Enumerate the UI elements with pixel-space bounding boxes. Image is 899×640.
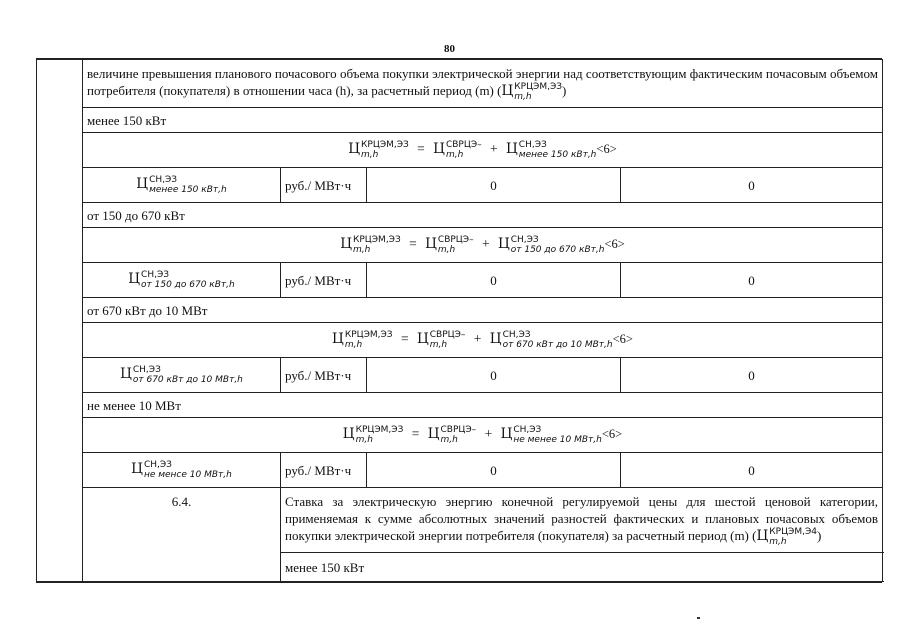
value-cell-1: 0 (367, 453, 621, 488)
section-label: менее 150 кВт (281, 553, 883, 582)
section-label: от 150 до 670 кВт (83, 203, 883, 228)
value-cell-1: 0 (367, 263, 621, 298)
section-label-row (37, 108, 883, 133)
unit-cell: руб./ МВт·ч (281, 168, 367, 203)
param-row (37, 358, 883, 393)
formula-row (37, 418, 883, 453)
param-row (37, 263, 883, 298)
item-number-cell (37, 60, 83, 582)
section-label-row (37, 298, 883, 323)
intro-text: величине превышения планового почасового объема покупки электрической энергии над соответствующим фактическим почасовым объемом потребителя (покупателя) в отношении часа (h), за расчетный период (m) ( (87, 66, 878, 99)
section-label-row (37, 393, 883, 418)
intro-text-cell: величине превышения планового почасового объема покупки электрической энергии над соответствующим фактическим почасовым объемом потребителя (покупателя) в отношении часа (h), за расчетный период (m) (Ц КРЦЭМ,ЭЗ m,h ) (83, 60, 883, 108)
param-symbol-cell (83, 453, 281, 488)
value-cell-2: 0 (621, 263, 883, 298)
formula: Ц КРЦЭМ,ЭЗ m,h = Ц СВРЦЭ– m,h + Ц СН,ЭЗ менее 150 кВт,h <6> (348, 140, 617, 160)
formula: Ц КРЦЭМ,ЭЗ m,h = Ц СВРЦЭ– m,h + Ц СН,ЭЗ от 670 кВт до 10 МВт,h <6> (332, 330, 633, 350)
formula-cell (83, 228, 883, 263)
value-cell-2: 0 (621, 358, 883, 393)
param-symbol: Ц СН,ЭЗ от 150 до 670 кВт,h (128, 270, 235, 290)
formula: Ц КРЦЭМ,ЭЗ m,h = Ц СВРЦЭ– m,h + Ц СН,ЭЗ от 150 до 670 кВт,h <6> (340, 235, 625, 255)
scan-mark (697, 617, 700, 619)
intro-symbol: Ц КРЦЭМ,ЭЗ m,h (501, 82, 563, 102)
formula-cell (83, 418, 883, 453)
param-row (37, 453, 883, 488)
formula: Ц КРЦЭМ,ЭЗ m,h = Ц СВРЦЭ– m,h + Ц СН,ЭЗ не менее 10 МВт,h <6> (342, 425, 623, 445)
param-row (37, 168, 883, 203)
section-label: менее 150 кВт (83, 108, 883, 133)
item-64-text-cell: Ставка за электрическую энергию конечной регулируемой цены для шестой ценовой категории, применяемая к сумме абсолютных значений разностей фактических и плановых почасовых объемов покупки электрической энергии потребителя (покупателя) за расчетный период (m) (Ц КРЦЭМ,Э4 m,h ) (281, 488, 883, 553)
intro-row (37, 60, 883, 108)
param-symbol: Ц СН,ЭЗ от 670 кВт до 10 МВт,h (120, 365, 243, 385)
param-symbol-cell (83, 358, 281, 393)
item-64-symbol: Ц КРЦЭМ,Э4 m,h (756, 527, 817, 547)
item-64-number: 6.4. (83, 488, 281, 582)
unit-cell: руб./ МВт·ч (281, 358, 367, 393)
unit-cell: руб./ МВт·ч (281, 263, 367, 298)
formula-row (37, 133, 883, 168)
section-label-row (37, 203, 883, 228)
formula-cell (83, 133, 883, 168)
param-symbol-cell (83, 263, 281, 298)
section-label: от 670 кВт до 10 МВт (83, 298, 883, 323)
formula-row (37, 228, 883, 263)
item-64-row (37, 488, 883, 553)
rates-table (36, 58, 882, 583)
value-cell-1: 0 (367, 358, 621, 393)
value-cell-2: 0 (621, 168, 883, 203)
param-symbol: Ц СН,ЭЗ не менсе 10 МВт,h (131, 460, 232, 480)
formula-row (37, 323, 883, 358)
item-64-text: Ставка за электрическую энергию конечной регулируемой цены для шестой ценовой категории, применяемая к сумме абсолютных значений разностей фактических и плановых почасовых объемов покупки электрической энергии потребителя (покупателя) за расчетный период (m) ( (285, 494, 878, 544)
value-cell-1: 0 (367, 168, 621, 203)
param-symbol-cell (83, 168, 281, 203)
value-cell-2: 0 (621, 453, 883, 488)
page-number: 80 (444, 43, 455, 55)
section-label: не менее 10 МВт (83, 393, 883, 418)
unit-cell: руб./ МВт·ч (281, 453, 367, 488)
param-symbol: Ц СН,ЭЗ менее 150 кВт,h (136, 175, 227, 195)
formula-cell (83, 323, 883, 358)
